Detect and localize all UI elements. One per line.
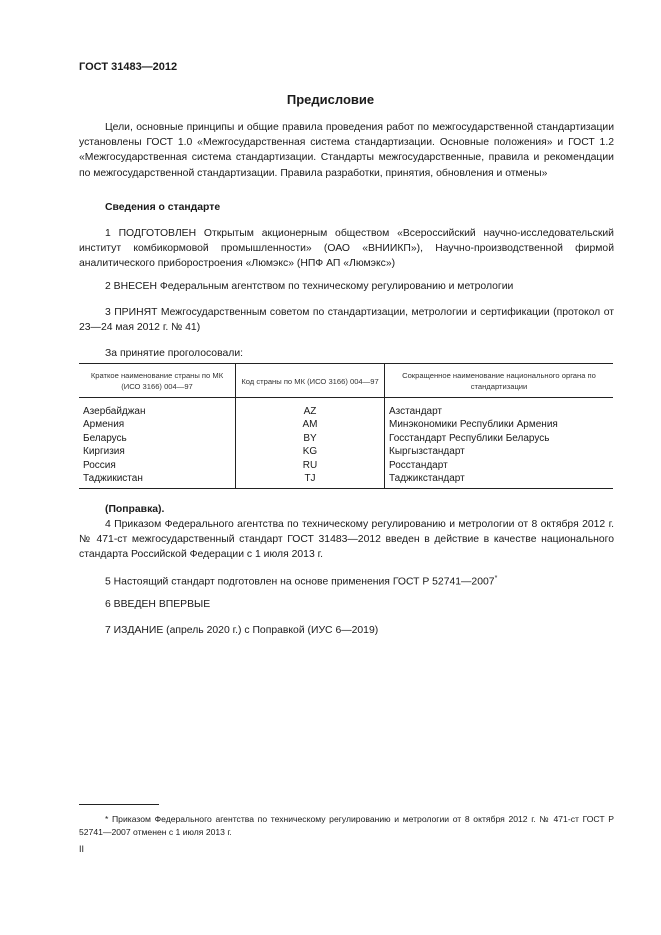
item-edition: 7 ИЗДАНИЕ (апрель 2020 г.) с Поправкой (ИУС 6—2019) — [105, 625, 379, 636]
cell-code: AZ — [236, 398, 385, 419]
cell-code: AM — [236, 418, 385, 431]
item-basis — [105, 571, 497, 590]
table-header-row — [79, 364, 613, 398]
page-title: Предисловие — [286, 92, 375, 107]
voting-table — [79, 363, 613, 489]
item-submitted: 2 ВНЕСЕН Федеральным агентством по техническому регулированию и метрологии — [105, 281, 514, 292]
table-row — [79, 432, 613, 445]
footnote-divider — [79, 804, 159, 805]
item-prepared: 1 ПОДГОТОВЛЕН Открытым акционерным обществом «Всероссийский научно-исследовательский институт комбикормовой промышленности» (ОАО «ВНИИКП»), Научно-производственной фирмой аналитического приборостроения «Люмэкс» (НПФ АП «Люмэкс») — [79, 228, 614, 270]
cell-body: Росстандарт — [385, 459, 614, 472]
table-row — [79, 459, 613, 472]
cell-country: Армения — [83, 419, 125, 431]
info-heading: Сведения о стандарте — [105, 202, 221, 213]
cell-code: BY — [236, 432, 385, 445]
vote-label: За принятие проголосовали: — [105, 348, 244, 359]
cell-body: Госстандарт Республики Беларусь — [385, 432, 614, 445]
item-basis-text: 5 Настоящий стандарт подготовлен на основе применения ГОСТ Р 52741—2007 — [105, 576, 495, 588]
cell-body: Таджикстандарт — [385, 472, 614, 489]
column-header-country: Краткое наименование страны по МК (ИСО 3166) 004—97 — [79, 364, 236, 398]
cell-body: Азстандарт — [385, 398, 614, 419]
cell-code: RU — [236, 459, 385, 472]
footnote-text: * Приказом Федерального агентства по техническому регулированию и метрологии от 8 октября 2012 г. № 471-ст ГОСТ Р 52741—2007 отменен с 1 июля 2013 г. — [79, 814, 614, 837]
cell-code: KG — [236, 445, 385, 458]
page-number: II — [79, 844, 85, 854]
cell-country: Беларусь — [83, 432, 127, 444]
cell-body: Минэкономики Республики Армения — [385, 418, 614, 431]
item-enacted: 4 Приказом Федерального агентства по техническому регулированию и метрологии от 8 октября 2012 г. № 471-ст межгосударственный стандарт ГОСТ 31483—2012 введен в действие в качестве национального стандарта Российской Федерации с 1 июля 2013 г. — [79, 519, 614, 561]
item-adopted: 3 ПРИНЯТ Межгосударственным советом по стандартизации, метрологии и сертификации (протокол от 23—24 мая 2012 г. № 41) — [79, 307, 614, 334]
amendment-note: (Поправка). — [105, 504, 165, 515]
item-first-introduced: 6 ВВЕДЕН ВПЕРВЫЕ — [105, 599, 211, 610]
cell-country: Киргизия — [83, 446, 125, 458]
cell-country: Россия — [83, 459, 116, 471]
table-row — [79, 445, 613, 458]
footnote-marker: * — [494, 575, 498, 582]
cell-country: Таджикистан — [79, 472, 236, 489]
table-row — [79, 472, 613, 489]
intro-paragraph: Цели, основные принципы и общие правила проведения работ по межгосударственной стандартизации установлены ГОСТ 1.0 «Межгосударственная система стандартизации. Основные положения» и ГОСТ 1.2 «Межгосударственная система стандартизации. Стандарты межгосударственные, правила и рекомендации по межгосударственной стандартизации. Правила разработки, принятия, обновления и отмены» — [79, 122, 614, 179]
table-row — [79, 398, 613, 419]
cell-code: TJ — [236, 472, 385, 489]
cell-body: Кыргызстандарт — [385, 445, 614, 458]
document-code-header: ГОСТ 31483—2012 — [79, 61, 178, 73]
cell-country: Азербайджан — [83, 406, 146, 417]
column-header-code: Код страны по МК (ИСО 3166) 004—97 — [236, 364, 385, 398]
table-row — [79, 418, 613, 431]
column-header-body: Сокращенное наименование национального органа по стандартизации — [385, 364, 614, 398]
